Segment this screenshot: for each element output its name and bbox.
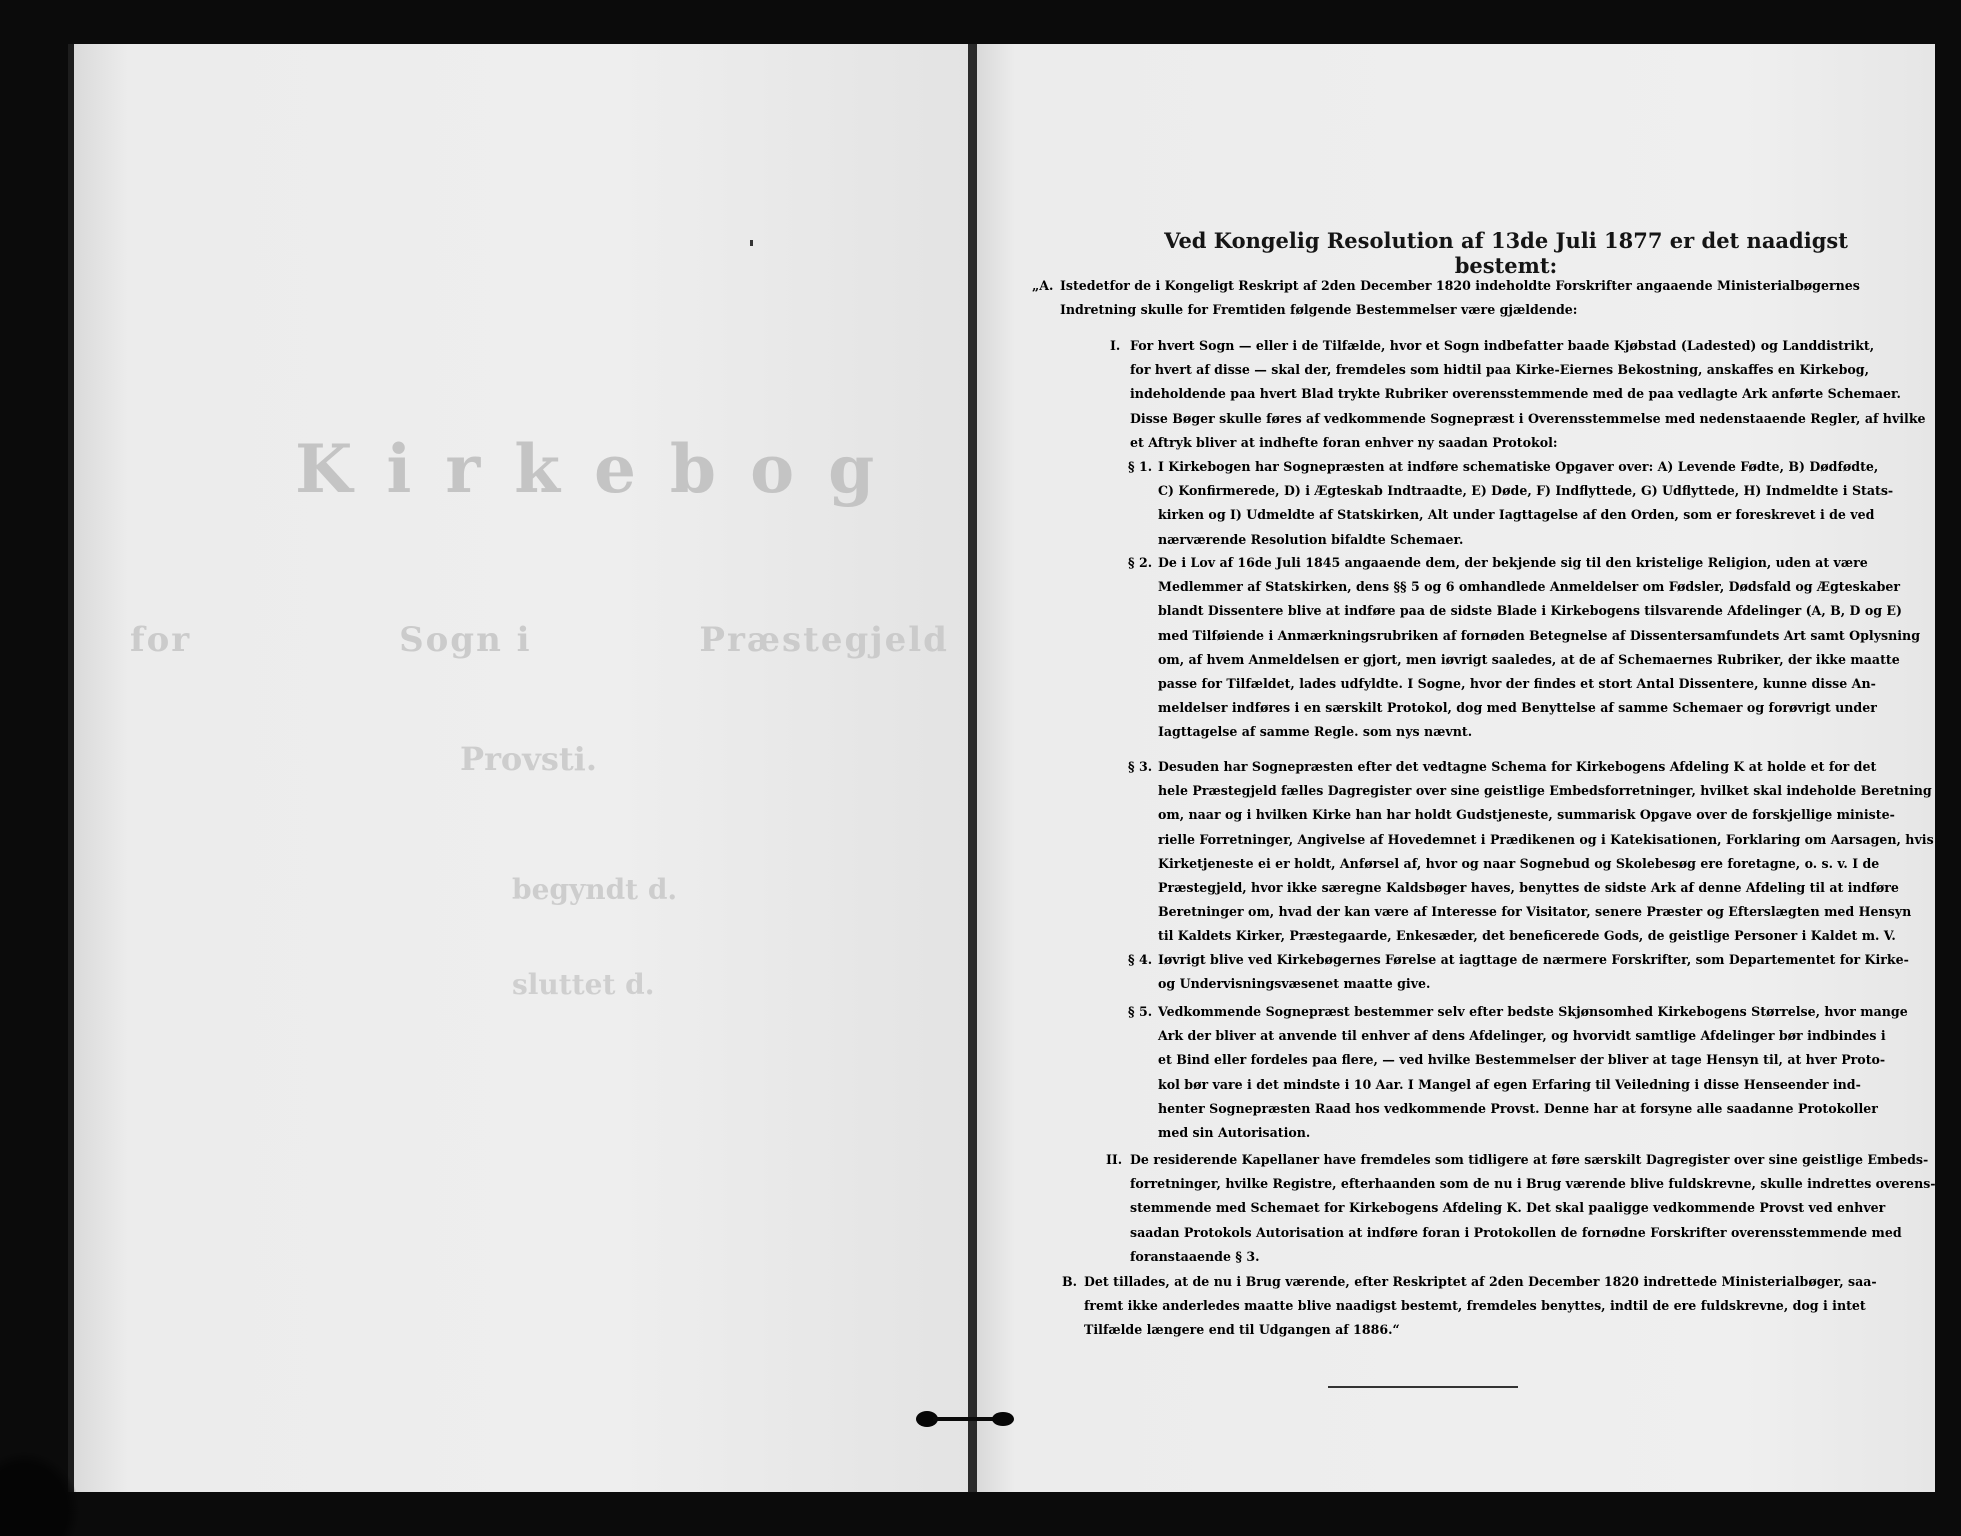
para-2-line: med Tilføiende i Anmærkningsrubriken af fornøden Betegnelse af Dissentersamfundets Art samt Oplysning [1158,627,1921,643]
resolution-heading: Ved Kongelig Resolution af 13de Juli 1877 er det naadigst bestemt: [1164,228,1848,278]
para-5-line: Ark der bliver at anvende til enhver af dens Afdelinger, og hvorvidt samtlige Afdelinger bør indbindes i [1158,1028,1886,1044]
left-title: Kirkebog [295,430,909,508]
section-B [1084,1270,1877,1343]
para-3-line: rielle Forretninger, Angivelse af Hovedemnet i Prædikenen og i Katekisationen, Forklaring om Aarsagen, hvis [1158,831,1934,847]
section-II-line: forretninger, hvilke Registre, efterhaanden som de nu i Brug værende blive fuldskrevne, skulle indrettes overens- [1130,1176,1936,1192]
para-2 [1158,551,1920,745]
section-II-line: De residerende Kapellaner have fremdeles som tidligere at føre særskilt Dagregister over sine geistlige Embeds- [1130,1152,1929,1167]
ink-blot [0,1451,80,1536]
para-3-line: om, naar og i hvilken Kirke han har holdt Gudstjeneste, summarisk Opgave over de forskjellige ministe- [1158,807,1895,823]
para-2-label-text: § 2. [1128,555,1153,570]
para-2-label [1128,551,1152,575]
section-II-line: stemmende med Schemaet for Kirkebogens Afdeling K. Det skal paaligge vedkommende Provst ved enhver [1130,1200,1886,1216]
para-3-line: Præstegjeld, hvor ikke særegne Kaldsbøger haves, benyttes de sidste Ark af denne Afdeling til at indføre [1158,880,1899,896]
section-A-line: Istedetfor de i Kongeligt Reskript af 2den December 1820 indeholdte Forskrifter angaaende Ministerialbøgernes [1060,278,1860,293]
section-I-line: indeholdende paa hvert Blad trykte Rubriker overensstemmende med de paa vedlagte Ark anførte Schemaer. [1130,386,1901,402]
section-I-label [1110,334,1120,358]
para-2-line: passe for Tilfældet, lades udfyldte. I Sogne, hvor der findes et stort Antal Dissentere, kunne disse An- [1158,676,1876,692]
section-I-line: for hvert af disse — skal der, fremdeles som hidtil paa Kirke-Eiernes Bekostning, anskaffes en Kirkebog, [1130,362,1869,378]
section-A-line: Indretning skulle for Fremtiden følgende Bestemmelser være gjældende: [1060,302,1578,318]
para-5-label [1128,1000,1152,1024]
para-4-label-text: § 4. [1128,952,1153,967]
para-1-line: C) Konfirmerede, D) i Ægteskab Indtraadte, E) Døde, F) Indflyttede, G) Udflyttede, H) Indmeldte i Stats- [1158,483,1894,499]
para-2-line: om, af hvem Anmeldelsen er gjort, men iøvrigt saaledes, at de af Schemaernes Rubriker, der ikke maatte [1158,651,1900,667]
left-line-provsti: Provsti. [460,740,597,778]
section-II-line: saadan Protokols Autorisation at indføre foran i Protokollen de fornødne Forskrifter overensstemmende med [1130,1224,1902,1240]
para-2-line: Medlemmer af Statskirken, dens §§ 5 og 6 omhandlede Anmeldelser om Fødsler, Dødsfald og Ægteskaber [1158,579,1901,595]
para-5-line: et Bind eller fordeles paa flere, — ved hvilke Bestemmelser der bliver at tage Hensyn til, at hver Proto- [1158,1052,1886,1068]
para-3-line: Kirketjeneste ei er holdt, Anførsel af, hvor og naar Sognebud og Skolebesøg ere foretagne, o. s. v. I de [1158,855,1880,871]
para-2-line: blandt Dissentere blive at indføre paa de sidste Blade i Kirkebogens tilsvarende Afdelinger (A, B, D og E) [1158,603,1902,619]
left-line-parish-sogn: Sogn i [399,620,532,660]
para-5-line: henter Sognepræsten Raad hos vedkommende Provst. Denne har at forsyne alle saadanne Protokoller [1158,1100,1878,1116]
section-I-label-text: I. [1110,338,1121,353]
end-rule [1328,1386,1518,1388]
left-line-parish [130,620,963,660]
para-2-line: De i Lov af 16de Juli 1845 angaaende dem, der bekjende sig til den kristelige Religion, uden at være [1158,555,1868,570]
binding-clasp [915,1410,1015,1428]
para-3-label [1128,755,1152,779]
para-5-line: Vedkommende Sognepræst bestemmer selv efter bedste Skjønsomhed Kirkebogens Størrelse, hvor mange [1158,1004,1908,1019]
para-1-line: kirken og I) Udmeldte af Statskirken, Alt under Iagttagelse af den Orden, som er foreskrevet i de ved [1158,507,1875,523]
para-2-line: meldelser indføres i en særskilt Protokol, dog med Benyttelse af samme Schemaer og forøvrigt under [1158,700,1877,716]
section-II-label-text: II. [1106,1152,1123,1167]
left-line-parish-for: for [130,620,192,660]
para-5-line: med sin Autorisation. [1158,1125,1311,1141]
para-4-line: Iøvrigt blive ved Kirkebøgernes Førelse at iagttage de nærmere Forskrifter, som Departementet for Kirke- [1158,952,1909,967]
section-II-label [1106,1148,1122,1172]
section-B-label-text: B. [1062,1274,1078,1289]
para-1-label [1128,455,1152,479]
section-B-line: fremt ikke anderledes maatte blive naadigst bestemt, fremdeles benyttes, indtil de ere fuldskrevne, dog i intet [1084,1298,1866,1314]
para-3 [1158,755,1934,949]
para-1-line: I Kirkebogen har Sognepræsten at indføre schematiske Opgaver over: A) Levende Fødte, B) Dødfødte, [1158,459,1879,474]
para-3-line: til Kaldets Kirker, Præstegaarde, Enkesæder, det beneficerede Gods, de geistlige Personer i Kaldet m. V. [1158,928,1896,944]
section-B-line: Tilfælde længere end til Udgangen af 1886.“ [1084,1322,1400,1338]
section-A-label-text: „A. [1032,278,1054,293]
section-I [1130,334,1926,455]
section-II [1130,1148,1936,1269]
para-1 [1158,455,1893,552]
left-line-begyndt: begyndt d. [512,873,678,906]
para-2-line: Iagttagelse af samme Regle. som nys nævnt. [1158,724,1473,740]
para-1-label-text: § 1. [1128,459,1153,474]
para-5 [1158,1000,1908,1145]
left-line-sluttet: sluttet d. [512,968,655,1001]
para-4 [1158,948,1909,996]
para-3-line: hele Præstegjeld fælles Dagregister over sine geistlige Embedsforretninger, hvilket skal indeholde Beretning [1158,783,1932,799]
para-4-line: og Undervisningsvæsenet maatte give. [1158,976,1431,992]
para-3-label-text: § 3. [1128,759,1153,774]
section-I-line: Disse Bøger skulle føres af vedkommende Sognepræst i Overensstemmelse med nedenstaaende Regler, af hvilke [1130,410,1926,426]
left-line-parish-prestegjeld: Præstegjeld [699,620,949,660]
section-II-line: foranstaaende § 3. [1130,1248,1260,1264]
para-5-line: kol bør vare i det mindste i 10 Aar. I Mangel af egen Erfaring til Veiledning i disse Henseender ind- [1158,1076,1861,1092]
section-I-line: et Aftryk bliver at indhefte foran enhver ny saadan Protokol: [1130,434,1558,450]
section-A [1060,274,1860,322]
section-B-label [1062,1270,1077,1294]
section-B-line: Det tillades, at de nu i Brug værende, efter Reskriptet af 2den December 1820 indrettede Ministerialbøger, saa- [1084,1274,1877,1289]
para-3-line: Desuden har Sognepræsten efter det vedtagne Schema for Kirkebogens Afdeling K at holde et for det [1158,759,1877,774]
para-5-label-text: § 5. [1128,1004,1153,1019]
section-I-line: For hvert Sogn — eller i de Tilfælde, hvor et Sogn indbefatter baade Kjøbstad (Ladested) og Landdistrikt, [1130,338,1875,353]
para-1-line: nærværende Resolution bifaldte Schemaer. [1158,531,1464,547]
page-mark [750,240,753,246]
section-A-label [1032,274,1053,298]
para-4-label [1128,948,1152,972]
para-3-line: Beretninger om, hvad der kan være af Interesse for Visitator, senere Præster og Efterslægten med Hensyn [1158,904,1912,920]
